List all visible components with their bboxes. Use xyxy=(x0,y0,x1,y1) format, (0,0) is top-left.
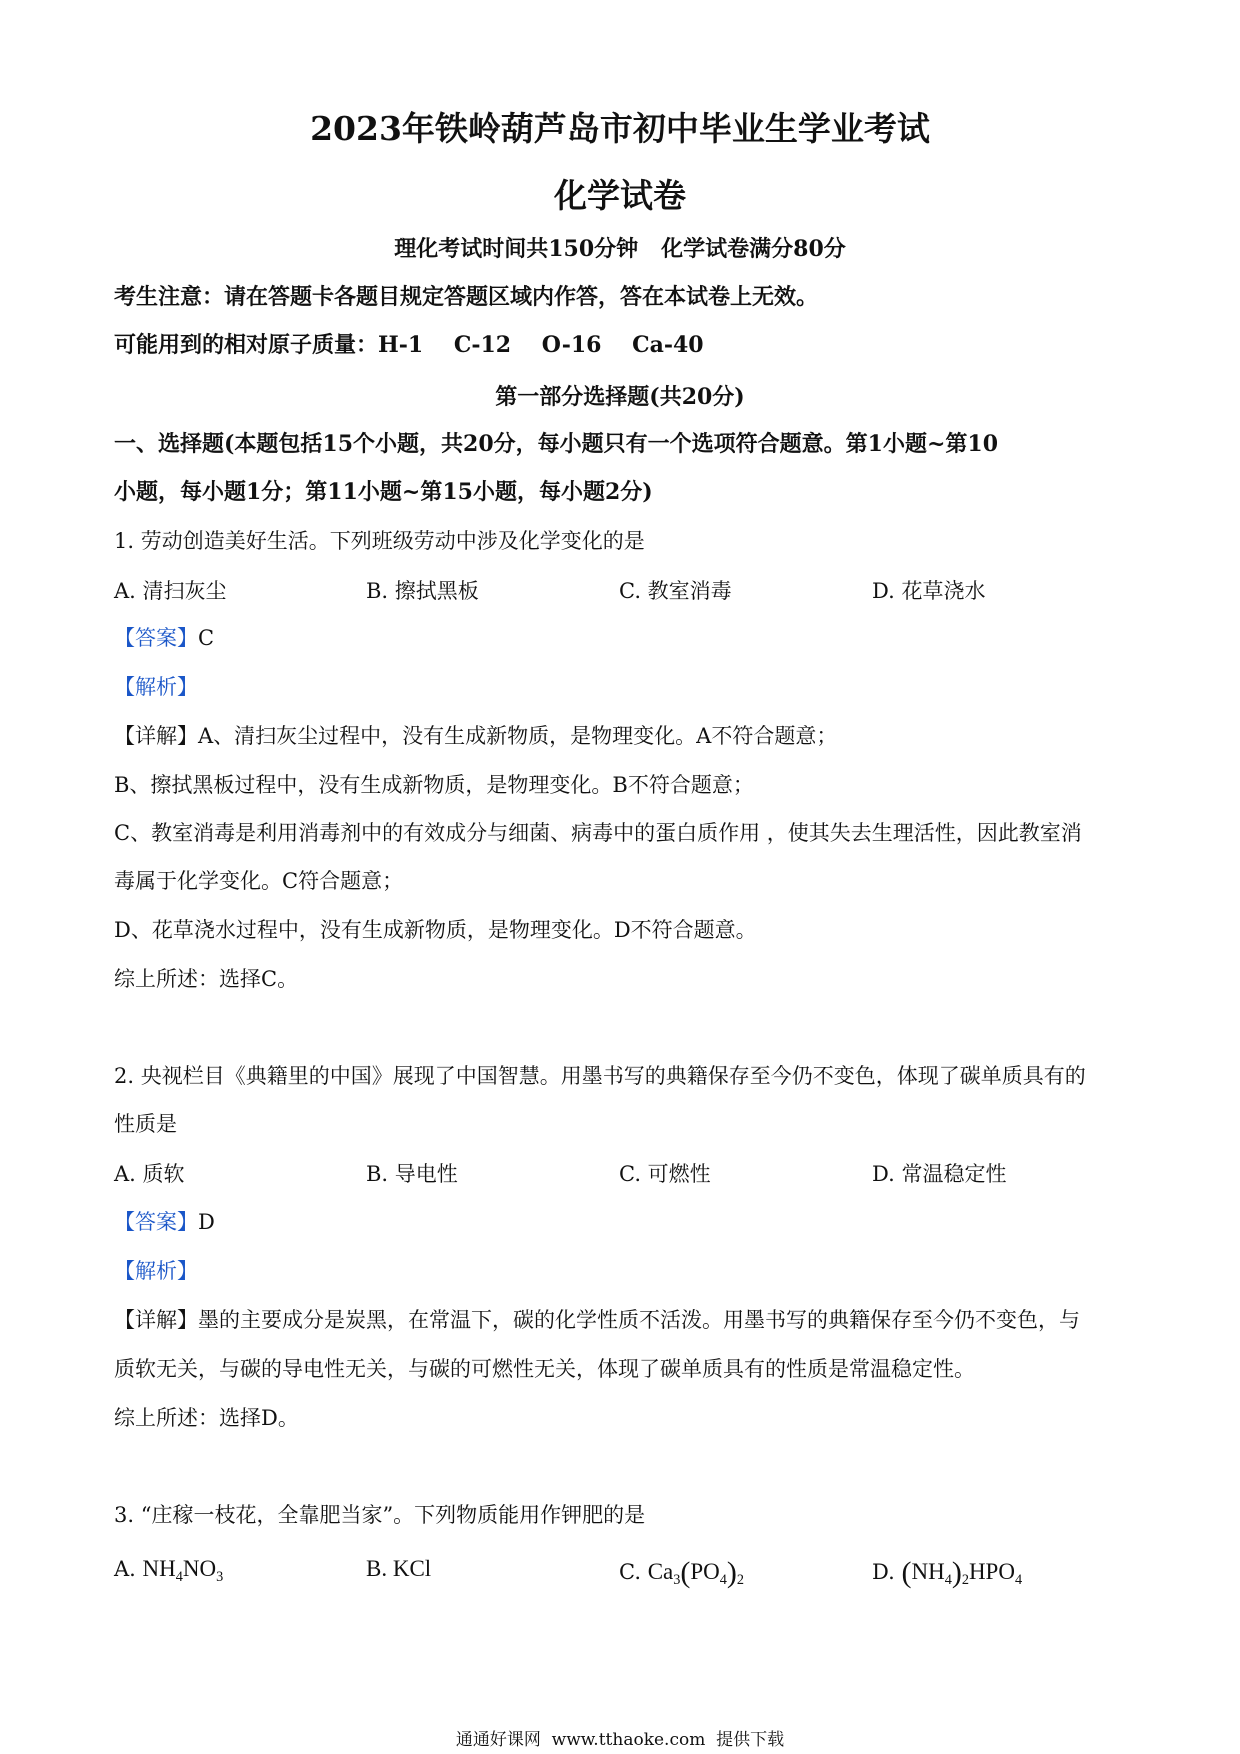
option-letter: A. xyxy=(114,1557,136,1581)
atomic-masses: 可能用到的相对原子质量：H-1 C-12 O-16 Ca-40 xyxy=(114,332,704,358)
option-c: C. 教室消毒 xyxy=(619,579,732,603)
option-a: A. 质软 xyxy=(114,1162,185,1186)
question-1-summary: 综上所述：选择C。 xyxy=(114,967,299,991)
option-d xyxy=(872,1556,1022,1590)
detail-text: A、清扫灰尘过程中，没有生成新物质，是物理变化。A不符合题意； xyxy=(198,724,838,748)
analysis-tag: 【解析】 xyxy=(114,675,198,699)
candidate-notice: 考生注意：请在答题卡各题目规定答题区域内作答，答在本试卷上无效。 xyxy=(114,284,819,310)
chemical-formula: $(NH_4)_2HPO_4$ xyxy=(901,1556,1023,1589)
option-letter: C. xyxy=(619,1560,641,1584)
question-1-detail-line: B、擦拭黑板过程中，没有生成新物质，是物理变化。B不符合题意； xyxy=(114,773,754,797)
option-b: B. 导电性 xyxy=(366,1162,458,1186)
option-d: D. 常温稳定性 xyxy=(872,1162,1007,1186)
question-2-answer xyxy=(114,1207,215,1237)
question-1-detail-line: 毒属于化学变化。C符合题意； xyxy=(114,869,404,893)
option-letter: D. xyxy=(872,1560,895,1584)
question-1-detail-line: D、花草浇水过程中，没有生成新物质，是物理变化。D不符合题意。 xyxy=(114,918,757,942)
option-b xyxy=(366,1556,431,1582)
question-1-detail-line xyxy=(114,721,837,751)
question-2-detail-line: 质软无关，与碳的导电性无关，与碳的可燃性无关，体现了碳单质具有的性质是常温稳定性。 xyxy=(114,1357,975,1381)
detail-text: 墨的主要成分是炭黑，在常温下，碳的化学性质不活泼。用墨书写的典籍保存至今仍不变色，与 xyxy=(198,1308,1080,1332)
chemical-formula: $NH_4NO_3$ xyxy=(142,1556,224,1585)
option-a xyxy=(114,1556,224,1585)
detail-tag: 【详解】 xyxy=(114,724,198,748)
option-a: A. 清扫灰尘 xyxy=(114,579,227,603)
answer-value: D xyxy=(198,1210,215,1234)
section-heading-line2: 小题，每小题1分；第11小题~第15小题，每小题2分) xyxy=(114,479,653,505)
question-1-options xyxy=(114,575,1124,605)
chemical-formula: B. KCl xyxy=(366,1556,432,1581)
question-2-analysis xyxy=(114,1256,198,1286)
option-d: D. 花草浇水 xyxy=(872,579,986,603)
exam-info: 理化考试时间共150分钟 化学试卷满分80分 xyxy=(394,236,846,262)
answer-value: C xyxy=(198,626,215,650)
question-2-detail-line xyxy=(114,1305,1080,1335)
option-b: B. 擦拭黑板 xyxy=(366,579,479,603)
paper-subtitle: 化学试卷 xyxy=(554,176,686,215)
question-2-options xyxy=(114,1158,1124,1188)
question-1-detail-line: C、教室消毒是利用消毒剂中的有效成分与细菌、病毒中的蛋白质作用 ，使其失去生理活性，因此教室消 xyxy=(114,821,1082,845)
question-2-stem-line1: 2. 央视栏目《典籍里的中国》展现了中国智慧。用墨书写的典籍保存至今仍不变色，体现了碳单质具有的 xyxy=(114,1064,1086,1088)
exam-title: 2023年铁岭葫芦岛市初中毕业生学业考试 xyxy=(310,109,930,148)
page-footer: 通通好课网 www.tthaoke.com 提供下载 xyxy=(455,1730,785,1750)
detail-tag: 【详解】 xyxy=(114,1308,198,1332)
answer-tag: 【答案】 xyxy=(114,626,198,650)
question-2-stem-line2: 性质是 xyxy=(114,1112,177,1136)
option-c xyxy=(619,1556,744,1590)
analysis-tag: 【解析】 xyxy=(114,1259,198,1283)
chemical-formula: $Ca_3(PO_4)_2$ xyxy=(647,1556,745,1589)
answer-tag: 【答案】 xyxy=(114,1210,198,1234)
option-c: C. 可燃性 xyxy=(619,1162,711,1186)
question-3-stem: 3. “庄稼一枝花，全靠肥当家”。下列物质能用作钾肥的是 xyxy=(114,1503,646,1527)
part-title: 第一部分选择题(共20分) xyxy=(495,384,745,410)
question-3-options xyxy=(114,1556,1124,1592)
question-1-answer xyxy=(114,623,214,653)
question-1-stem: 1. 劳动创造美好生活。下列班级劳动中涉及化学变化的是 xyxy=(114,529,645,553)
question-1-analysis xyxy=(114,672,198,702)
question-2-summary: 综上所述：选择D。 xyxy=(114,1406,299,1430)
section-heading-line1: 一、选择题(本题包括15个小题，共20分，每小题只有一个选项符合题意。第1小题~第10 xyxy=(114,431,998,457)
